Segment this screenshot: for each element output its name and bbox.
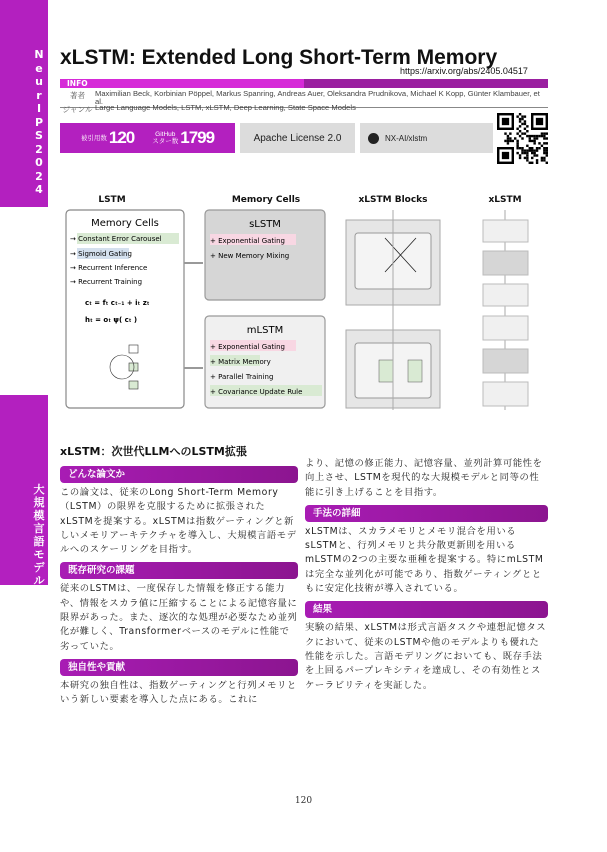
vertical-char: u xyxy=(35,75,43,88)
fig-col-title: Memory Cells xyxy=(231,195,301,205)
lstm-item: → Sigmoid Gating xyxy=(70,250,132,258)
repo-box[interactable] xyxy=(360,123,493,153)
paper-title: xLSTM: Extended Long Short-Term Memory xyxy=(60,46,498,69)
fig-col-title: xLSTM xyxy=(488,195,522,205)
repo-name: NX-AI/xlstm xyxy=(385,133,428,143)
info-bar: INFO xyxy=(60,79,548,88)
section-body: 本研究の独自性は、指数ゲーティングと行列メモリという新しい要素を導入した点にある。これに xyxy=(60,679,297,706)
vertical-char: ル xyxy=(33,574,45,587)
vertical-char: 4 xyxy=(35,183,43,196)
stars-label-1: GitHub xyxy=(155,131,176,138)
section-body: 従来のLSTMは、一度保存した情報を修正する能力や、情報をスカラ値に圧縮することによる記憶容量に限界があった。また、逐次的な処理が必要なため並列化が難しく、Transformerベースのモデルに性能で劣っていた。 xyxy=(60,583,298,652)
mlstm-item: + Parallel Training xyxy=(210,373,274,381)
qr-code xyxy=(497,113,548,164)
equation: cₜ = fₜ cₜ₋₁ + iₜ zₜ xyxy=(85,299,150,307)
vertical-char: r xyxy=(36,88,42,102)
vertical-char: モ xyxy=(33,548,45,561)
left-column xyxy=(60,462,298,713)
vertical-char: デ xyxy=(33,561,45,574)
genre-label: ジャンル xyxy=(62,105,93,114)
right-column xyxy=(305,457,548,698)
vertical-char: 大 xyxy=(33,483,45,496)
github-icon xyxy=(368,133,379,144)
citations-label: 被引用数 xyxy=(80,134,107,142)
vertical-char: 言 xyxy=(33,522,45,535)
vertical-char: e xyxy=(35,61,43,75)
genre: Large Language Models, LSTM, xLSTM, Deep Learning, State Space Models xyxy=(95,103,356,112)
stats-box xyxy=(60,123,235,153)
vertical-char: 語 xyxy=(33,535,45,548)
lstm-item: → Recurrent Training xyxy=(70,278,143,286)
vertical-char: 2 xyxy=(35,142,43,156)
lstm-item: → Recurrent Inference xyxy=(70,264,148,272)
vertical-char: I xyxy=(36,102,42,115)
fig-col-title: LSTM xyxy=(98,195,126,205)
vertical-char: P xyxy=(34,115,44,129)
architecture-figure xyxy=(60,188,555,410)
section-body-continued: より、記憶の修正能力、記憶容量、並列計算可能性を向上させ、LSTMを現代的な大規模モデルと同等の性能に引き上げることを目指す。 xyxy=(305,458,543,498)
page-number: 120 xyxy=(294,796,313,806)
section-body: 実験の結果、xLSTMは形式言語タスクや連想記憶タスクにおいて、従来のLSTMや他のモデルよりも優れた性能を示した。言語モデリングにおいても、既存手法を上回るパープレキシティを達成し、その有効性とスケーラビリティを実証した。 xyxy=(305,622,547,691)
mlstm-item: + Covariance Update Rule xyxy=(210,388,303,396)
mlstm-item: + Matrix Memory xyxy=(210,358,271,366)
vertical-char: 0 xyxy=(35,156,43,169)
conference-tab xyxy=(0,0,48,207)
authors-label: 著者 xyxy=(69,91,86,100)
slstm-item: + New Memory Mixing xyxy=(210,252,290,260)
section-body: この論文は、従来のLong Short-Term Memory（LSTM）の限界を克服するために拡張されたxLSTMを提案する。xLSTMは指数ゲーティングと新しいメモリアーキテクチャを導入し、大規模言語モデルへのスケーリングを目指す。 xyxy=(60,487,297,556)
section-heading: 手法の詳細 xyxy=(305,505,548,522)
stars-label-2: スター数 xyxy=(152,138,179,145)
vertical-char: S xyxy=(35,129,43,142)
section-heading: 既存研究の課題 xyxy=(60,562,298,579)
section-body: xLSTMは、スカラメモリとメモリ混合を用いるsLSTMと、行列メモリと共分散更新則を用いるmLSTMの2つの主要な亜種を提案する。特にmLSTMは完全な並列化が可能であり、指数ゲーティングとともに安定化技術が導入されている。 xyxy=(305,525,544,595)
mlstm-title: mLSTM xyxy=(246,325,284,336)
slstm-item: + Exponential Gating xyxy=(210,237,285,245)
slstm-title: sLSTM xyxy=(249,219,281,230)
equation: hₜ = oₜ ψ( cₜ ) xyxy=(85,316,138,324)
vertical-char: 2 xyxy=(35,169,43,183)
genre-row xyxy=(60,104,548,115)
authors: Maximilian Beck, Korbinian Pöppel, Markus Spanring, Andreas Auer, Oleksandra Prudnikova, Michael K Kopp, Günter Klambauer, et al. xyxy=(95,89,540,106)
section-heading: 結果 xyxy=(305,601,548,618)
vertical-char: N xyxy=(34,48,44,61)
lstm-item: → Constant Error Carousel xyxy=(70,235,162,243)
license-box: Apache License 2.0 xyxy=(240,123,355,153)
section-heading: どんな論文か xyxy=(60,466,298,483)
category-tab xyxy=(0,395,48,585)
lstm-box-title: Memory Cells xyxy=(91,218,159,229)
vertical-char: 規 xyxy=(33,496,45,509)
stars-count: 1799 xyxy=(180,128,215,147)
mlstm-item: + Exponential Gating xyxy=(210,343,285,351)
citations-count: 120 xyxy=(108,128,135,147)
section-heading: 独自性や貢献 xyxy=(60,659,298,676)
fig-col-title: xLSTM Blocks xyxy=(358,195,428,205)
article-title: xLSTM：次世代LLMへのLSTM拡張 xyxy=(60,445,247,458)
paper-url[interactable]: https://arxiv.org/abs/2405.04517 xyxy=(400,66,528,76)
vertical-char: 模 xyxy=(33,509,45,522)
